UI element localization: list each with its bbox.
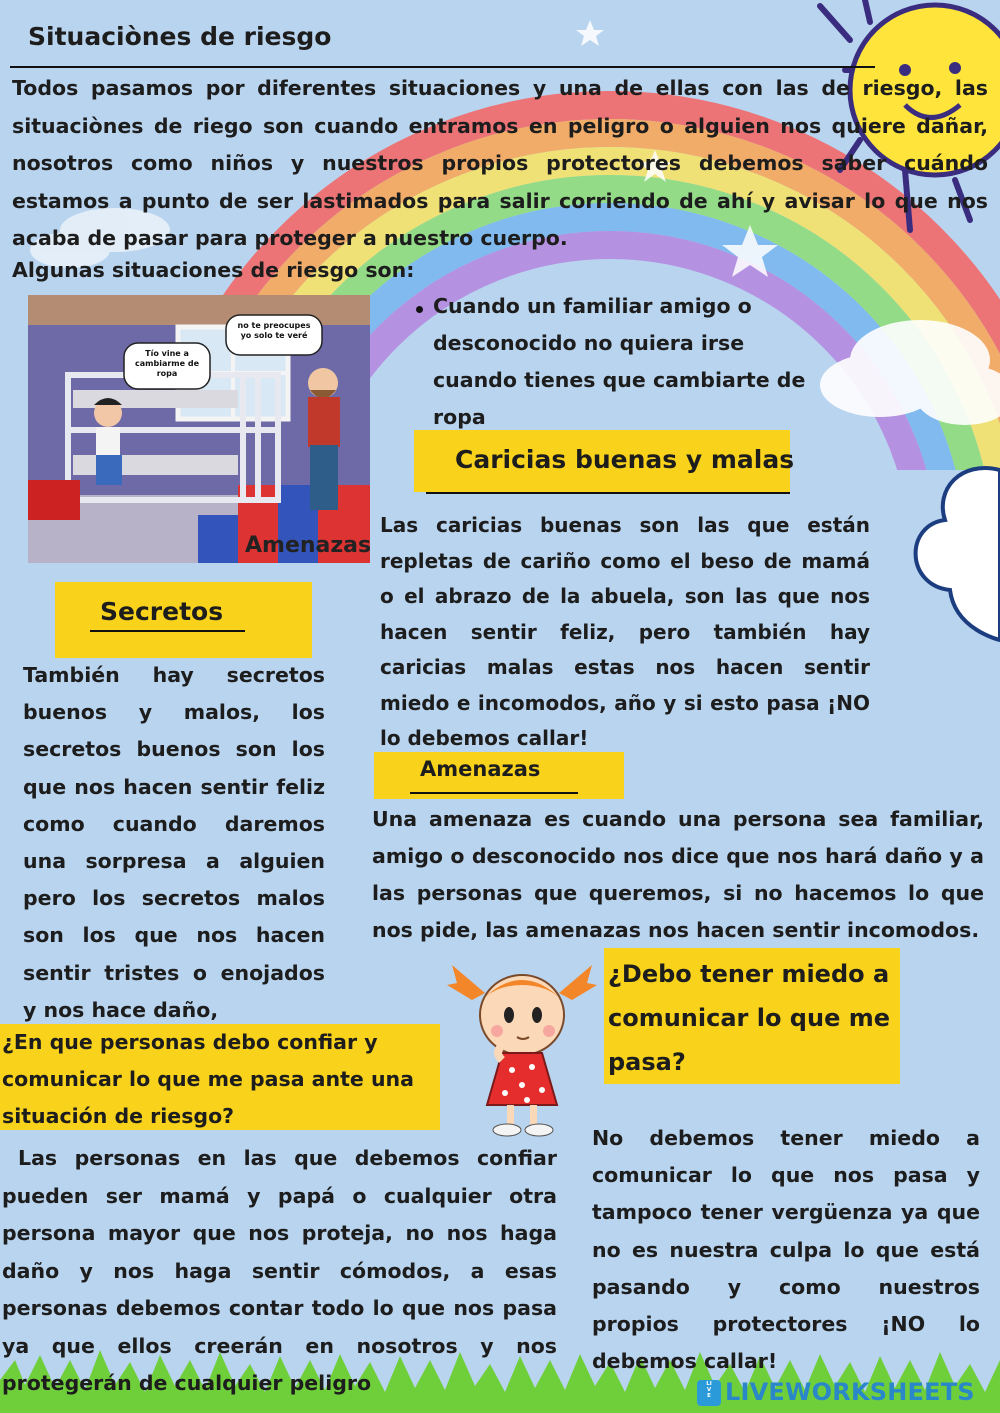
confiar-text: Las personas en las que debemos confiar pueden ser mamá y papá o cualquier otra persona mayor que nos proteja, no nos haga daño y nos haga sentir cómodos, a esas personas debemos contar todo lo que nos pasa ya que ellos creerán en nosotros y nos protegerán de cualquier peligro	[2, 1146, 557, 1395]
intro-paragraph: Todos pasamos por diferentes situaciones y una de ellas con las de riesgo, las situaciònes de riego son cuando entramos en peligro o alguien nos quiere dañar, nosotros como niños y nuestros propios protectores debemos saber cuándo estamos a punto de ser lastimados para salir corriendo de ahí y avisar lo que nos acaba de pasar para proteger a nuestro cuerpo.	[12, 76, 988, 250]
comic-caption: Amenazas	[245, 533, 372, 558]
secretos-heading: Secretos	[100, 597, 224, 626]
confiar-question: ¿En que personas debo confiar y comunicar lo que me pasa ante una situación de riesgo?	[2, 1030, 414, 1128]
title-underline	[10, 66, 875, 68]
caricias-underline	[426, 492, 790, 494]
girl-illustration	[447, 955, 597, 1140]
liveworksheets-text: LIVEWORKSHEETS	[725, 1378, 975, 1406]
speech-bubble-child: Tío vine a cambiarme de ropa	[135, 349, 199, 378]
miedo-text: No debemos tener miedo a comunicar lo que nos pasa y tampoco tener vergüenza ya que no es nuestra culpa lo que está pasando y como nuestros propios protectores ¡NO lo debemos callar!	[592, 1126, 980, 1374]
comic-illustration	[28, 295, 370, 563]
bullet-dot	[416, 306, 423, 313]
caricias-heading: Caricias buenas y malas	[455, 445, 795, 474]
page-title: Situaciònes de riesgo	[28, 22, 332, 51]
bullet-item: Cuando un familiar amigo o desconocido no quiera irse cuando tienes que cambiarte de ropa	[433, 294, 806, 429]
liveworksheets-logo-letters: LIVE	[706, 1381, 712, 1399]
star-3	[576, 20, 604, 46]
speech-bubble-adult: no te preocupes yo solo te veré	[237, 321, 311, 340]
amenazas-underline	[410, 792, 578, 794]
miedo-question: ¿Debo tener miedo a comunicar lo que me pasa?	[608, 960, 890, 1076]
liveworksheets-logo-icon	[697, 1380, 721, 1406]
secretos-text: También hay secretos buenos y malos, los secretos buenos son los que nos hacen sentir feliz como cuando daremos una sorpresa a alguien pero los secretos malos son los que nos hacen sentir tristes o enojados y nos hace daño,	[23, 663, 325, 1022]
amenazas-text: Una amenaza es cuando una persona sea familiar, amigo o desconocido nos dice que nos hará daño y a las personas que queremos, si no hacemos lo que nos pide, las amenazas nos hacen sentir incomodos.	[372, 807, 984, 942]
amenazas-heading: Amenazas	[420, 757, 541, 781]
secretos-underline	[90, 630, 245, 632]
caricias-text: Las caricias buenas son las que están repletas de cariño como el beso de mamá o el abrazo de la abuela, son las que nos hacen sentir feliz, pero también hay caricias malas estas nos hacen sentir miedo e incomodos, año y si esto pasa ¡NO lo debemos callar!	[380, 513, 870, 750]
examples-intro: Algunas situaciones de riesgo son:	[12, 258, 415, 282]
